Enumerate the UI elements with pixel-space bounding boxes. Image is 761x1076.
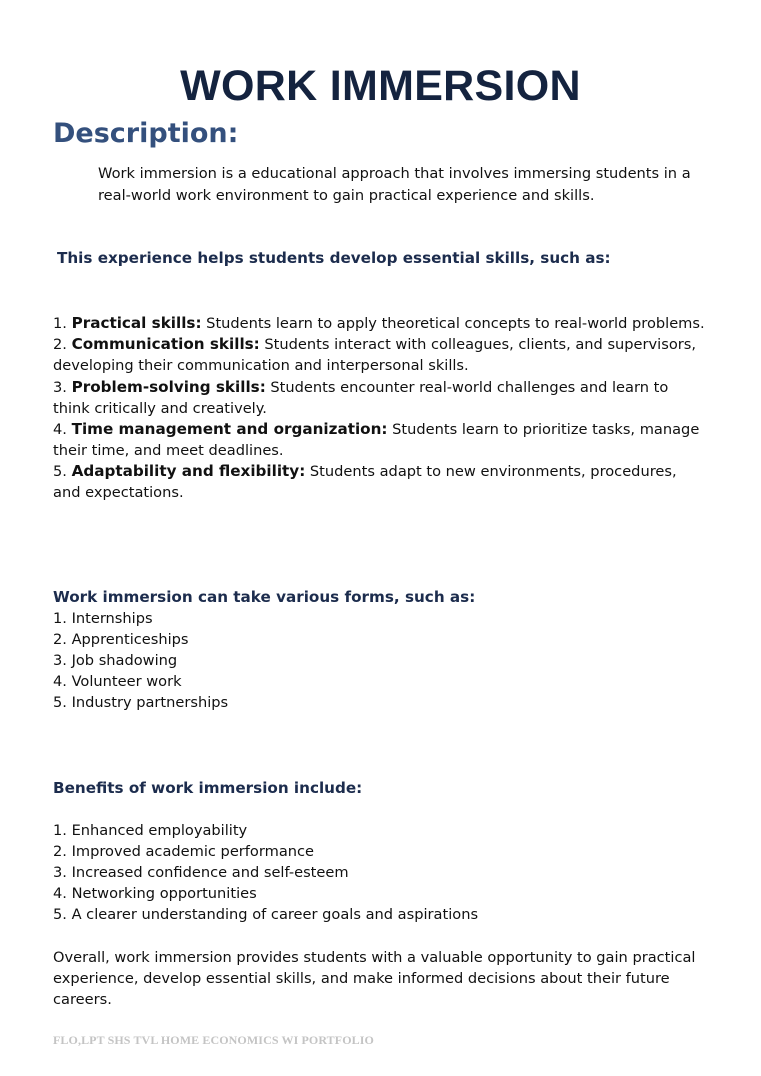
list-item: 2. Communication skills: Students interact with colleagues, clients, and supervisors, developing their communication and interpersonal skills. <box>53 335 697 375</box>
list-item: 5. Industry partnerships <box>53 694 229 711</box>
description-heading: Description: <box>53 118 239 149</box>
list-item: 5. Adaptability and flexibility: Students adapt to new environments, procedures, and expectations. <box>53 462 677 502</box>
list-item: 3. Problem-solving skills: Students encounter real-world challenges and learn to think critically and creatively. <box>53 377 669 417</box>
page-title: WORK IMMERSION <box>180 62 581 110</box>
list-item: 2. Apprenticeships <box>53 631 189 648</box>
list-item: 4. Time management and organization: Students learn to prioritize tasks, manage their time, and meet deadlines. <box>53 419 700 459</box>
list-item: 3. Job shadowing <box>53 652 178 669</box>
benefits-heading: Benefits of work immersion include: <box>53 779 363 797</box>
skills-list <box>53 313 708 503</box>
list-item: 5. A clearer understanding of career goals and aspirations <box>53 906 479 923</box>
list-item: 1. Practical skills: Students learn to apply theoretical concepts to real-world problems. <box>53 314 705 332</box>
list-item: 1. Internships <box>53 610 153 627</box>
forms-heading: Work immersion can take various forms, such as: <box>53 588 476 606</box>
list-item: 1. Enhanced employability <box>53 822 248 839</box>
benefits-list <box>53 820 478 925</box>
list-item: 3. Increased confidence and self-esteem <box>53 864 349 881</box>
list-item: 4. Networking opportunities <box>53 885 257 902</box>
skills-heading: This experience helps students develop essential skills, such as: <box>57 249 611 267</box>
list-item: 2. Improved academic performance <box>53 843 315 860</box>
closing-paragraph: Overall, work immersion provides students with a valuable opportunity to gain practical experience, develop essential skills, and make informed decisions about their future careers. <box>53 949 696 1008</box>
description-body: Work immersion is a educational approach that involves immersing students in a real-world work environment to gain practical experience and skills. <box>98 165 691 204</box>
list-item: 4. Volunteer work <box>53 673 182 690</box>
page-footer: FLO,LPT SHS TVL HOME ECONOMICS WI PORTFOLIO <box>53 1033 374 1047</box>
forms-list <box>53 608 228 713</box>
